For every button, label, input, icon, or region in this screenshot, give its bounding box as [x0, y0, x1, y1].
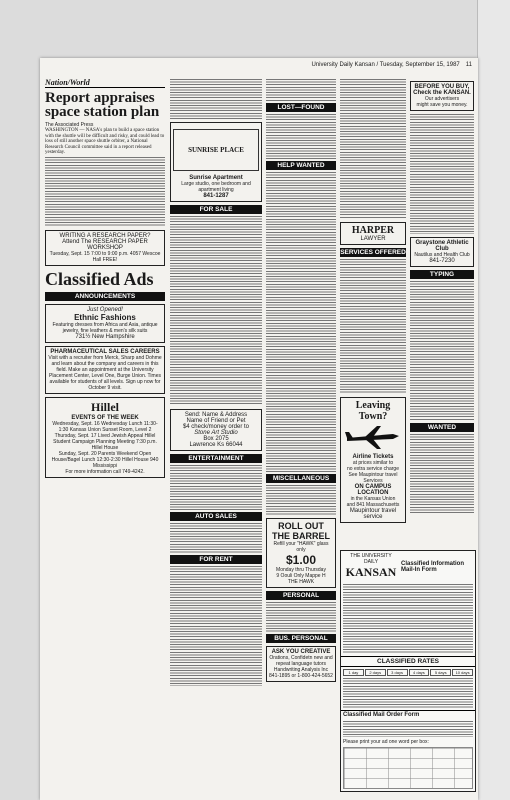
miscellaneous-header: MISCELLANEOUS	[266, 474, 336, 483]
kansan-line-1: THE UNIVERSITY DAILY	[350, 553, 392, 565]
for-sale-listings	[170, 216, 262, 406]
before-line-2: Check the KANSAN.	[413, 90, 471, 96]
creative-text-2: Handwriting Analysis Inc	[273, 667, 329, 673]
stone-line-3: $4 check/money order to	[182, 424, 250, 430]
hillel-events-title: EVENTS OF THE WEEK	[71, 414, 139, 421]
classified-rates-header: CLASSIFIED RATES	[341, 656, 475, 667]
harper-lawyer-ad	[340, 222, 406, 245]
personal-listings	[266, 602, 336, 632]
ethnic-address: 731½ New Hampshire	[75, 333, 135, 340]
word-boxes[interactable]	[343, 747, 473, 789]
roll-hawk: THE HAWK	[287, 579, 315, 585]
graystone-ad	[410, 237, 474, 267]
before-line-1: BEFORE YOU BUY,	[414, 84, 470, 90]
pharma-text: Visit with a recruiter from Merck, Sharp and Dohme and learn about the company and careers in this field. Make an appointment at the University Placement Center, Level One, Burge Union. Times available for students of all levels. Sign up now for October 9 visit.	[48, 354, 162, 391]
services-listings	[340, 259, 406, 394]
stone-line-6: Lawrence Ks 66044	[189, 442, 243, 448]
kansan-mailin: Mail-In Form	[401, 566, 437, 573]
sunrise-text: Large studio, one bedroom and apartment living	[181, 181, 251, 193]
stone-line-5: Box 2075	[203, 436, 229, 442]
rates-col-1: 1 day	[343, 669, 364, 676]
airline-service-note: no extra service charge	[347, 466, 399, 472]
auto-sales-header: AUTO SALES	[170, 512, 262, 521]
promo-title: WRITING A RESEARCH PAPER?	[59, 232, 151, 239]
page-header-line: University Daily Kansan / Tuesday, September 15, 1987	[311, 62, 460, 68]
creative-text-1: Orations, Confidetn new and repeat language tutors	[269, 655, 333, 667]
help-wanted-listings	[266, 172, 336, 472]
pharma-title: PHARMACEUTICAL SALES CAREERS	[50, 348, 160, 355]
stone-line-1: Send: Name & Address	[184, 412, 248, 418]
binding-strip	[477, 0, 510, 800]
rates-col-4: 4 days	[409, 669, 430, 676]
graystone-title: Graystone Athletic Club	[415, 240, 469, 252]
campus-address: and 841 Massachusetts	[346, 502, 400, 508]
ethnic-description: Featuring dresses from Africa and Asia, antique jewelry, fine leathers & men's silk suits	[52, 321, 158, 334]
creative-ad	[266, 646, 336, 682]
airplane-icon	[343, 424, 403, 452]
newspaper-page	[40, 58, 478, 800]
entertainment-listings	[170, 465, 262, 510]
pharma-ad	[45, 346, 165, 394]
stone-line-4: Stone Art Studio	[194, 430, 238, 436]
airline-price-note: at prices similar to	[352, 460, 394, 466]
stone-line-2: Name of Friend or Pet	[186, 418, 246, 424]
article-text	[45, 157, 165, 227]
column-1	[45, 78, 165, 481]
maupintour-name: Maupintour travel service	[349, 508, 397, 520]
main-headline: Report appraises space station plan	[45, 90, 160, 120]
for-rent-listings	[170, 566, 262, 686]
creative-phone: 841-1895 or 1-800-424-5652	[269, 673, 333, 679]
promo-subtitle: Attend The RESEARCH PAPER WORKSHOP	[62, 238, 148, 251]
byline: The Associated Press	[45, 122, 94, 128]
roll-out-barrel-ad	[266, 518, 336, 588]
for-rent-header: FOR RENT	[170, 555, 262, 564]
help-wanted-header: HELP WANTED	[266, 161, 336, 170]
lost-found-header: LOST—FOUND	[266, 103, 336, 112]
ethnic-title: Ethnic Fashions	[74, 312, 136, 322]
promo-details: Tuesday, Sept. 15 7:00 to 9:00 p.m. 4057 Wescoe Hall FREE!	[49, 250, 161, 263]
campus-location: in the Kansas Union	[350, 496, 396, 502]
bus-personal-header: BUS. PERSONAL	[266, 634, 336, 643]
kansan-info: Classified Information	[401, 560, 465, 567]
entertainment-header: ENTERTAINMENT	[170, 454, 262, 463]
lead-paragraph: WASHINGTON — NASA's plan to build a space station with the shuttle will be difficult and risky, and could lead to loss of still another space shuttle orbiter, a National Research Council committee said in a report released yesterday.	[45, 128, 165, 155]
airline-see: See Maupintour travel Services	[348, 472, 398, 484]
rates-table	[343, 669, 473, 676]
ethnic-fashions-ad	[45, 304, 165, 343]
column-4	[340, 78, 406, 526]
misc-listings	[266, 485, 336, 515]
sunrise-title: Sunrise Apartment	[189, 175, 243, 181]
harper-title: LAWYER	[360, 236, 386, 242]
article-continuation	[170, 79, 262, 119]
harper-name: HARPER	[351, 225, 395, 236]
kansan-logo: KANSAN	[345, 565, 397, 579]
before-line-4: might save you money.	[416, 102, 468, 108]
sunrise-logo: SUNRISE PLACE	[173, 129, 259, 171]
roll-price: $1.00	[285, 553, 317, 567]
order-form-fields	[343, 721, 473, 737]
hillel-event-1: Wednesday, Sept. 16 Wednesday Lunch 11:30-1:30 Kansas Union Sunset Room, Level 2	[52, 420, 158, 433]
sunrise-place-ad	[170, 122, 262, 202]
roll-subtitle: Refill your "HAWK" glass only	[273, 541, 329, 553]
auto-listings	[170, 523, 262, 553]
leaving-line-2: Town?	[358, 411, 388, 422]
wanted-header: WANTED	[410, 423, 474, 432]
maupintour-ad	[340, 397, 406, 523]
lost-found-listings	[266, 114, 336, 159]
rates-grid	[343, 678, 473, 708]
research-workshop-ad	[45, 230, 165, 266]
campus-title: ON CAMPUS LOCATION	[354, 484, 392, 496]
roll-title: ROLL OUT THE BARREL	[272, 521, 330, 541]
hillel-contact: For more information call 749-4242.	[65, 468, 145, 475]
rates-col-5: 5 days	[430, 669, 451, 676]
leaving-line-1: Leaving	[355, 400, 391, 411]
hillel-ad	[45, 397, 165, 478]
rates-col-2: 2 days	[365, 669, 386, 676]
services-offered-header: SERVICES OFFERED	[340, 249, 406, 256]
classified-header: Classified Ads	[45, 268, 154, 289]
typing-listings	[410, 281, 474, 421]
section-title: Nation/World	[45, 78, 165, 88]
typing-header: TYPING	[410, 270, 474, 279]
hillel-event-2: Thursday, Sept. 17 Lived Jewish Appeal Hillel Student Campaign Planning Meeting 7:30 p.m. Hillel House	[53, 432, 157, 451]
column-5-text	[410, 114, 474, 234]
ethnic-opened: Just Opened!	[87, 306, 123, 313]
rates-col-3: 3 days	[387, 669, 408, 676]
wanted-listings	[410, 434, 474, 514]
policy-text	[343, 584, 473, 654]
page-number: 11	[465, 62, 472, 68]
column-2	[170, 78, 262, 687]
for-sale-header: FOR SALE	[170, 205, 262, 214]
roll-days: Monday thru Thursday	[276, 567, 326, 573]
hillel-event-3: Sunday, Sept. 20 Parents Weekend Open House/Bagel Lunch 12:30-2:30 Hillel House 940 Mississippi	[51, 450, 159, 469]
announcements-header: ANNOUNCEMENTS	[45, 292, 165, 301]
column-5	[410, 78, 474, 515]
column-3-top-text	[266, 79, 336, 101]
column-4-top-text	[340, 79, 406, 219]
print-instruction: Please print your ad one word per box:	[343, 739, 429, 745]
rates-col-6: 10 days	[452, 669, 473, 676]
graystone-subtitle: Nautilus and Health Club	[414, 252, 470, 258]
before-line-3: Our advertisers	[424, 96, 460, 102]
hillel-logo: Hillel	[91, 399, 119, 414]
kansan-mailin-form	[340, 550, 476, 792]
stone-art-ad	[170, 409, 262, 451]
sunrise-phone: 841-1287	[203, 193, 229, 199]
page-header	[48, 62, 472, 72]
graystone-phone: 841-7230	[429, 258, 455, 264]
roll-note: 9 Oouli Only Mappe H	[276, 573, 326, 579]
personal-header: PERSONAL	[266, 591, 336, 600]
order-form-title: Classified Mail Order Form	[341, 710, 475, 719]
creative-title: ASK YOU CREATIVE	[271, 649, 331, 655]
airline-title: Airline Tickets	[352, 454, 394, 460]
column-3	[266, 78, 336, 685]
before-you-buy-ad	[410, 81, 474, 111]
